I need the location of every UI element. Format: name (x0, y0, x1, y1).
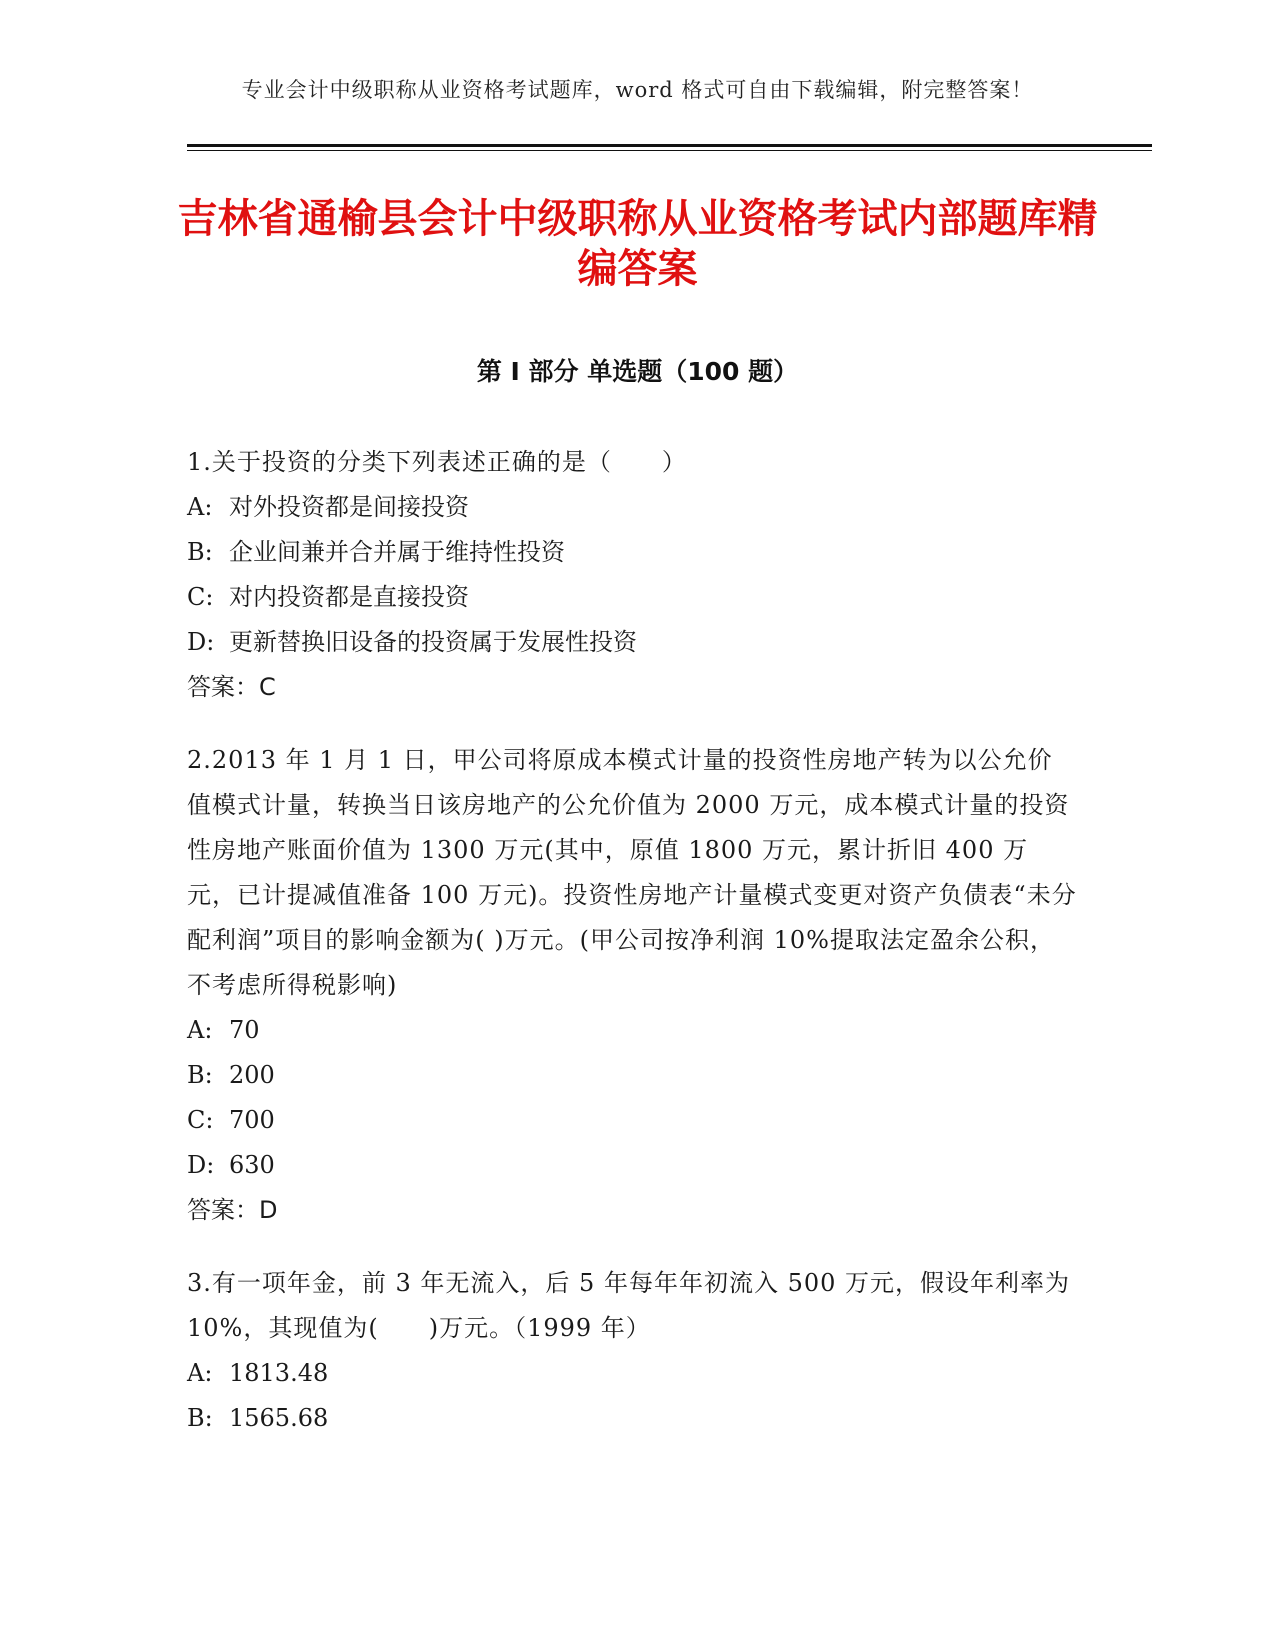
option-key: A: (187, 1016, 213, 1044)
option-text: 对外投资都是间接投资 (229, 493, 469, 521)
option-text: 对内投资都是直接投资 (229, 583, 469, 611)
option-key: C: (187, 1106, 214, 1134)
option-key: B: (187, 1061, 213, 1089)
header-rule-thin (187, 150, 1152, 151)
question-2 (187, 738, 1077, 1233)
question-stem: 3.有一项年金，前 3 年无流入，后 5 年每年年初流入 500 万元，假设年利率为 10%，其现值为( )万元。（1999 年） (187, 1269, 1071, 1342)
option-a (187, 1008, 1077, 1053)
option-key: D: (187, 1151, 215, 1179)
option-text: 700 (229, 1106, 275, 1134)
option-text: 1565.68 (229, 1404, 329, 1432)
option-text: 200 (229, 1061, 275, 1089)
option-key: D: (187, 628, 215, 656)
question-stem: 1.关于投资的分类下列表述正确的是（ ） (187, 448, 687, 476)
option-a (187, 485, 1077, 530)
option-c (187, 1098, 1077, 1143)
option-c (187, 575, 1077, 620)
option-key: A: (187, 1359, 213, 1387)
option-text: 70 (229, 1016, 260, 1044)
option-text: 630 (229, 1151, 275, 1179)
option-b (187, 1053, 1077, 1098)
option-d (187, 620, 1077, 665)
answer-line: 答案：C (187, 673, 276, 701)
option-d (187, 1143, 1077, 1188)
header-note: 专业会计中级职称从业资格考试题库，word 格式可自由下载编辑，附完整答案！ (241, 78, 1034, 102)
question-stem: 2.2013 年 1 月 1 日，甲公司将原成本模式计量的投资性房地产转为以公允价值模式计量，转换当日该房地产的公允价值为 2000 万元，成本模式计量的投资性房地产账面价值为 1300 万元(其中，原值 1800 万元，累计折旧 400 万元，已计提减值准备 100 万元)。投资性房地产计量模式变更对资产负债表“未分配利润”项目的影响金额为( )万元。(甲公司按净利润 10%提取法定盈余公积，不考虑所得税影响) (187, 746, 1077, 999)
option-a (187, 1351, 1077, 1396)
option-b (187, 1396, 1077, 1441)
option-b (187, 530, 1077, 575)
question-3 (187, 1261, 1077, 1441)
answer-line: 答案：D (187, 1196, 278, 1224)
option-text: 更新替换旧设备的投资属于发展性投资 (229, 628, 637, 656)
document-title: 吉林省通榆县会计中级职称从业资格考试内部题库精编答案 (177, 196, 1098, 292)
option-key: B: (187, 1404, 213, 1432)
question-list (187, 440, 1077, 1469)
option-text: 1813.48 (229, 1359, 329, 1387)
header-rule-thick (187, 144, 1152, 147)
option-text: 企业间兼并合并属于维持性投资 (229, 538, 565, 566)
question-1 (187, 440, 1077, 710)
option-key: A: (187, 493, 213, 521)
section-heading: 第 I 部分 单选题（100 题） (476, 357, 799, 386)
option-key: B: (187, 538, 213, 566)
option-key: C: (187, 583, 214, 611)
